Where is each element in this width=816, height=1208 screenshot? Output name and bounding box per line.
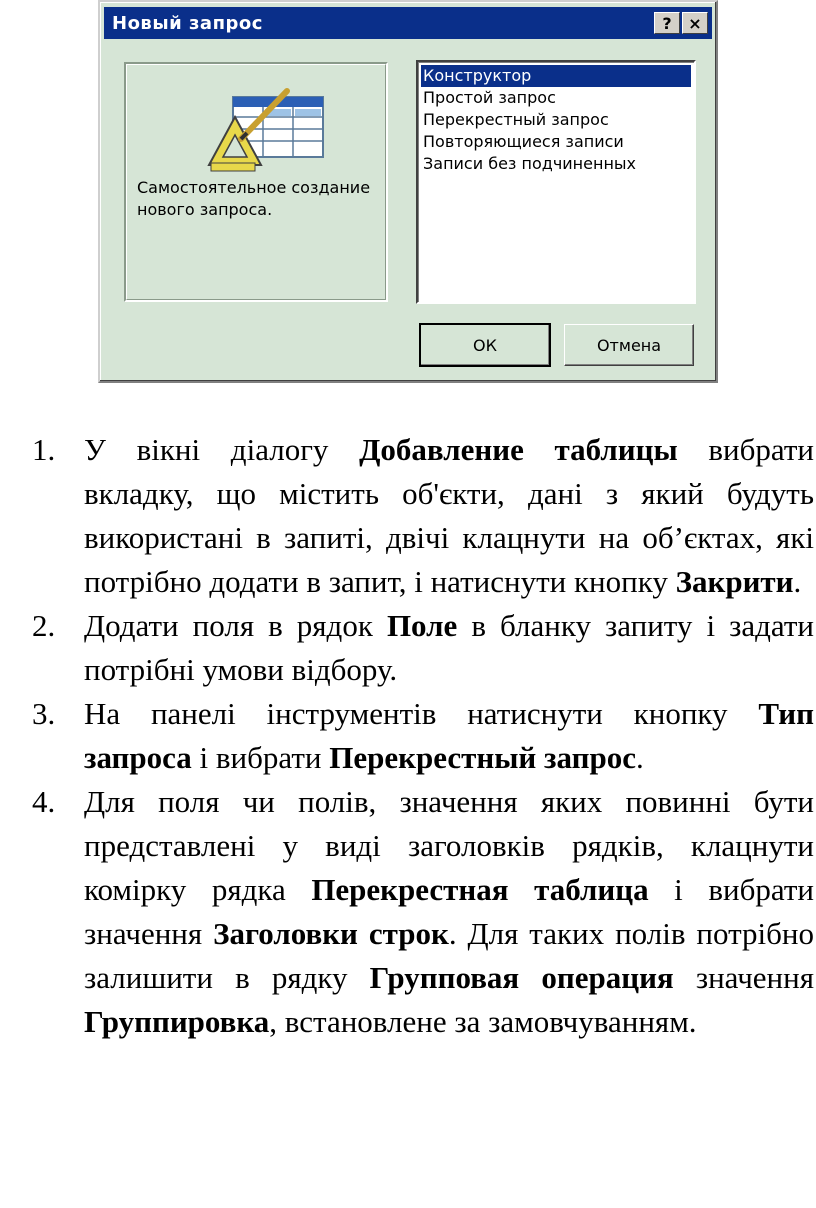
instruction-list (32, 428, 814, 1044)
list-item-constructor[interactable]: Конструктор (421, 65, 691, 87)
query-type-list[interactable] (416, 60, 696, 304)
dialog-titlebar[interactable] (104, 7, 712, 39)
instruction-step: 1. У вікні діалогу Добавление таблицы вибрати вкладку, що містить об'єкти, дані з який будуть використані в запиті, двічі клацнути на об’єктах, які потрібно додати в запит, і натиснути кнопку Закрити. (32, 428, 814, 604)
cancel-button[interactable]: Отмена (564, 324, 694, 366)
description-text: Самостоятельное создание нового запроса. (137, 178, 371, 219)
step-number: 1. (32, 432, 56, 467)
close-button[interactable]: × (682, 12, 708, 34)
list-item-duplicate-records[interactable]: Повторяющиеся записи (423, 132, 624, 151)
ui-term: Закрити (675, 564, 794, 599)
ui-term: Заголовки строк (213, 916, 449, 951)
instruction-step: 4. Для поля чи полів, значення яких повинні бути представлені у виді заголовків рядків, клацнути комірку рядка Перекрестная таблица і вибрати значення Заголовки строк. Для таких полів потрібно залишити в рядку Групповая операция значення Группировка, встановлене за замовчуванням. (32, 780, 814, 1044)
ui-term: Групповая операция (369, 960, 674, 995)
ui-term: Добавление таблицы (359, 432, 678, 467)
new-query-dialog (98, 0, 718, 383)
step-number: 2. (32, 608, 56, 643)
ui-term: Группировка (84, 1004, 270, 1039)
list-item-crosstab-query[interactable]: Перекрестный запрос (423, 110, 609, 129)
list-item-unmatched-records[interactable]: Записи без подчиненных (423, 154, 636, 173)
design-view-icon (205, 85, 325, 175)
step-number: 3. (32, 696, 56, 731)
ui-term: Тип запроса (84, 696, 814, 775)
step-number: 4. (32, 784, 56, 819)
help-button[interactable]: ? (654, 12, 680, 34)
preview-panel (124, 62, 388, 302)
instruction-step: 3. На панелі інструментів натиснути кнопку Тип запроса і вибрати Перекрестный запрос. (32, 692, 814, 780)
ok-button[interactable]: ОК (420, 324, 550, 366)
list-item-simple-query[interactable]: Простой запрос (423, 88, 556, 107)
instruction-step: 2. Додати поля в рядок Поле в бланку запиту і задати потрібні умови відбору. (32, 604, 814, 692)
ui-term: Перекрестный запрос (329, 740, 636, 775)
ui-term: Перекрестная таблица (311, 872, 649, 907)
ui-term: Поле (386, 608, 458, 643)
dialog-title: Новый запрос (112, 12, 263, 34)
